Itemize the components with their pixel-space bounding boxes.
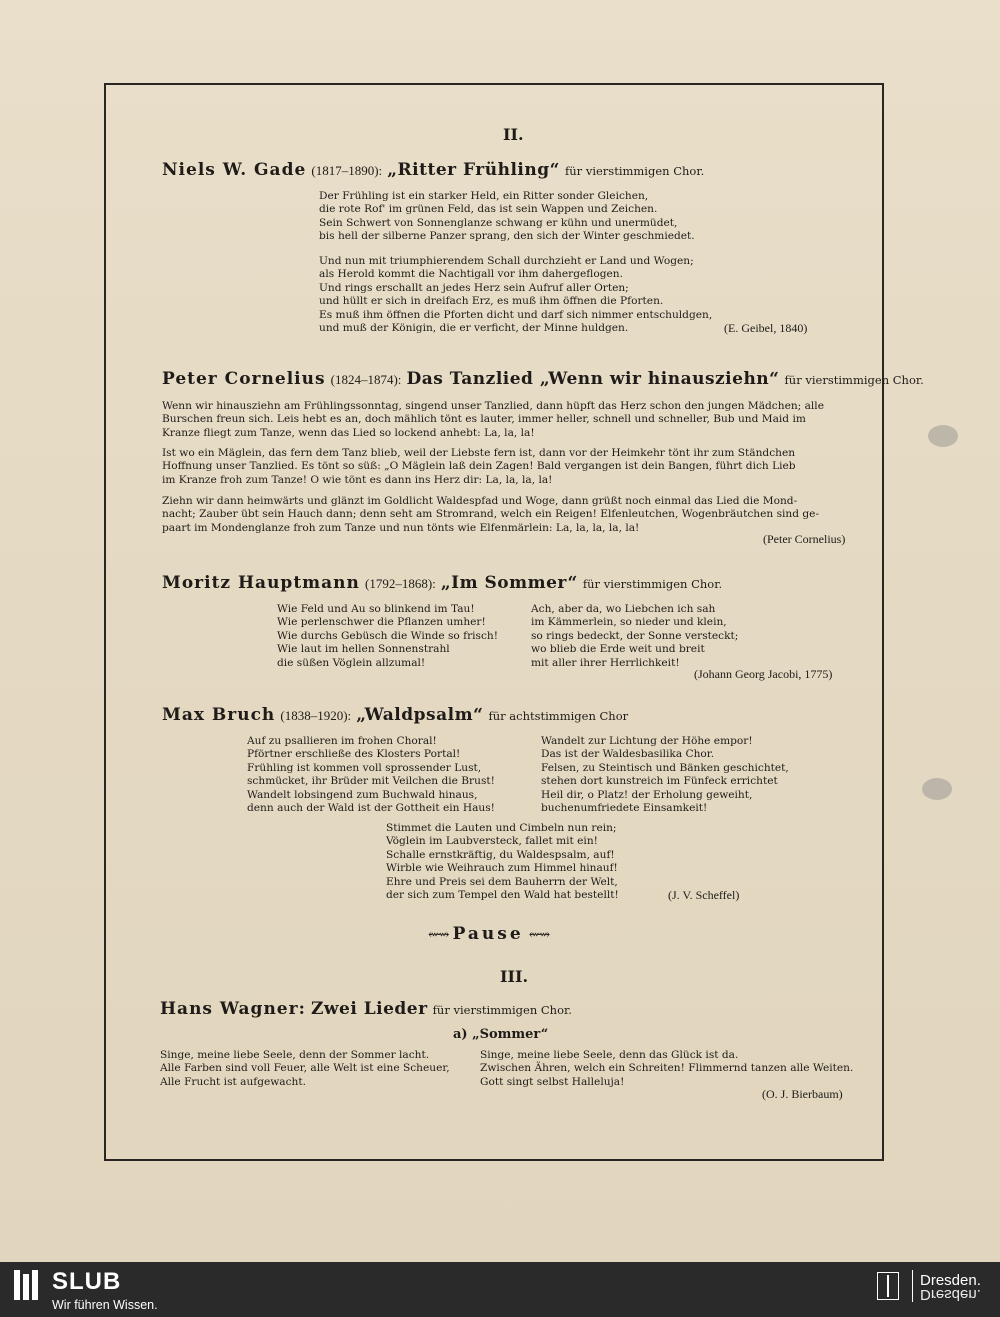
- poem-column-left: [277, 603, 498, 670]
- scoring: für vierstimmigen Chor.: [582, 577, 723, 591]
- piece-heading-cornelius: [162, 369, 924, 389]
- scoring: für vierstimmigen Chor.: [784, 373, 924, 387]
- verse-line: Felsen, zu Steintisch und Bänken geschichtet,: [541, 761, 789, 774]
- poem-verse: [319, 255, 712, 335]
- piece-heading-hauptmann: [162, 573, 722, 593]
- verse-line: Wie Feld und Au so blinkend im Tau!: [277, 603, 475, 615]
- poem-column-right: [531, 603, 738, 670]
- poet-credit: (O. J. Bierbaum): [762, 1087, 843, 1101]
- verse-line: bis hell der silberne Panzer sprang, den sich der Winter geschmiedet.: [319, 230, 695, 243]
- composer-name: Max Bruch: [162, 705, 276, 725]
- verse-line: Und nun mit triumphierendem Schall durchzieht er Land und Wogen;: [319, 255, 694, 267]
- verse-line: als Herold kommt die Nachtigall vor ihm dahergeflogen.: [319, 268, 623, 281]
- paragraph-line: Ist wo ein Mäglein, das fern dem Tanz blieb, weil der Liebste fern ist, dann vor der Heimkehr tönt ihr zum Ständchen: [162, 447, 796, 459]
- paragraph-line: Burschen freun sich. Leis hebt es an, doch mählich tönt es lauter, immer heller, schnell und schneller, Bub und Maid im: [162, 413, 806, 426]
- verse-line: Das ist der Waldesbasilika Chor.: [541, 748, 715, 761]
- composer-years: (1838–1920):: [280, 708, 352, 723]
- paragraph-line: paart im Mondenglanze froh zum Tanze und nun tönts wie Elfenmärlein: La, la, la, la, la!: [162, 521, 640, 534]
- verse-line: der sich zum Tempel den Wald hat bestellt!: [386, 889, 619, 902]
- poem-column-left: [247, 735, 495, 815]
- verse-line: Wandelt lobsingend zum Buchwald hinaus,: [247, 788, 478, 801]
- poet-credit: (Peter Cornelius): [763, 532, 846, 546]
- work-title: Zwei Lieder: [310, 999, 428, 1019]
- verse-line: Auf zu psallieren im frohen Choral!: [247, 735, 437, 747]
- prose-paragraph: [162, 447, 868, 487]
- section-numeral: III.: [500, 967, 529, 986]
- ornament-right-icon: ⇜⇝: [528, 927, 549, 943]
- prose-paragraph: [162, 400, 868, 440]
- ornament-left-icon: ⇜⇝: [428, 927, 448, 943]
- verse-line: im Kämmerlein, so nieder und klein,: [531, 616, 727, 629]
- verse-line: Alle Farben sind voll Feuer, alle Welt ist eine Scheuer,: [160, 1062, 450, 1075]
- verse-line: und hüllt er sich in dreifach Erz, es muß ihm öffnen die Pforten.: [319, 295, 664, 308]
- verse-line: Zwischen Ähren, welch ein Schreiten! Flimmernd tanzen alle Weiten.: [480, 1062, 854, 1075]
- work-title: Das Tanzlied „Wenn wir hinausziehn“: [406, 369, 780, 389]
- pause-divider: [428, 924, 548, 944]
- verse-line: Alle Frucht ist aufgewacht.: [160, 1075, 307, 1088]
- poet-credit: (Johann Georg Jacobi, 1775): [694, 667, 833, 681]
- paragraph-line: nacht; Zauber übt sein Hauch dann; denn seht am Stromrand, welch ein Reigen! Elfenleutchen, Wogenbräutchen sind ge-: [162, 508, 820, 521]
- paragraph-line: im Kranze froh zum Tanze! O wie tönt es dann ins Herz dir: La, la, la, la!: [162, 473, 553, 486]
- composer-name: Peter Cornelius: [162, 369, 326, 389]
- scoring: für vierstimmigen Chor.: [432, 1003, 572, 1017]
- work-title: „Ritter Frühling“: [387, 160, 560, 180]
- verse-line: Wandelt zur Lichtung der Höhe empor!: [541, 735, 753, 747]
- verse-line: Singe, meine liebe Seele, denn das Glück ist da.: [480, 1049, 739, 1061]
- song-subtitle: a) „Sommer“: [453, 1027, 549, 1042]
- verse-line: die süßen Vöglein allzumal!: [277, 656, 426, 669]
- verse-line: so rings bedeckt, der Sonne versteckt;: [531, 629, 739, 642]
- piece-heading-gade: [162, 160, 704, 180]
- verse-line: Pförtner erschließe des Klosters Portal!: [247, 748, 461, 761]
- section-numeral: II.: [503, 125, 524, 144]
- poem-column-right: [480, 1049, 853, 1089]
- prose-paragraph: [162, 495, 868, 535]
- verse-line: und muß der Königin, die er verficht, der Minne huldgen.: [319, 322, 629, 335]
- paragraph-line: Ziehn wir dann heimwärts und glänzt im Goldlicht Waldespfad und Woge, dann grüßt noch einmal das Lied die Mond-: [162, 495, 798, 507]
- verse-line: Schalle ernstkräftig, du Waldespsalm, auf!: [386, 848, 615, 861]
- footer-divider: [912, 1270, 913, 1302]
- verse-line: Stimmet die Lauten und Cimbeln nun rein;: [386, 822, 617, 834]
- verse-line: Heil dir, o Platz! der Erholung geweiht,: [541, 788, 753, 801]
- verse-line: Wie laut im hellen Sonnenstrahl: [277, 643, 450, 656]
- verse-line: buchenumfriedete Einsamkeit!: [541, 802, 708, 815]
- verse-line: Ehre und Preis sei dem Bauherrn der Welt,: [386, 875, 618, 888]
- scoring: für achtstimmigen Chor: [488, 709, 629, 723]
- verse-line: Wie perlenschwer die Pflanzen umher!: [277, 616, 486, 629]
- scoring: für vierstimmigen Chor.: [565, 164, 705, 178]
- brand-name: SLUB: [52, 1268, 122, 1295]
- slub-logo-icon: [14, 1270, 40, 1300]
- verse-line: Und rings erschallt an jedes Herz sein Aufruf aller Orten;: [319, 281, 629, 294]
- piece-heading-bruch: [162, 705, 628, 725]
- city-logo-reflection: Dresden.: [920, 1286, 981, 1303]
- city-logo-text: Dresden.: [920, 1272, 981, 1289]
- paper-stain: [928, 425, 958, 447]
- pause-label: Pause: [452, 924, 524, 944]
- work-title: „Waldpsalm“: [356, 705, 484, 725]
- verse-line: Vöglein im Laubversteck, fallet mit ein!: [386, 835, 598, 848]
- verse-line: denn auch der Wald ist der Gottheit ein Haus!: [247, 802, 495, 815]
- footer-bar: [0, 1262, 1000, 1317]
- composer-years: (1817–1890):: [311, 163, 383, 178]
- verse-line: Wie durchs Gebüsch die Winde so frisch!: [277, 629, 498, 642]
- verse-line: Frühling ist kommen voll sprossender Lust,: [247, 761, 482, 774]
- verse-line: Es muß ihm öffnen die Pforten dicht und darf sich nimmer entschuldgen,: [319, 308, 713, 321]
- paper-stain: [922, 778, 952, 800]
- poem-center-stanza: [386, 822, 619, 902]
- work-title: „Im Sommer“: [440, 573, 578, 593]
- paragraph-line: Wenn wir hinausziehn am Frühlingssonntag, singend unser Tanzlied, dann hüpft das Herz schon den jungen Mädchen; alle: [162, 400, 824, 412]
- piece-heading-wagner: [160, 999, 572, 1019]
- composer-years: (1824–1874):: [330, 372, 402, 387]
- verse-line: stehen dort kunstreich im Fünfeck errichtet: [541, 775, 778, 788]
- verse-line: Sein Schwert von Sonnenglanze schwang er kühn und unermüdet,: [319, 216, 678, 229]
- composer-name: Hans Wagner:: [160, 999, 306, 1019]
- paragraph-line: Kranze fliegt zum Tanze, wenn das Lied so lockend anhebt: La, la, la!: [162, 426, 535, 439]
- verse-line: die rote Rof' im grünen Feld, das ist sein Wappen und Zeichen.: [319, 203, 658, 216]
- verse-line: Ach, aber da, wo Liebchen ich sah: [531, 603, 716, 615]
- verse-line: Singe, meine liebe Seele, denn der Sommer lacht.: [160, 1049, 430, 1061]
- dresden-crest-icon: [877, 1272, 899, 1300]
- verse-line: schmücket, ihr Brüder mit Veilchen die Brust!: [247, 775, 495, 788]
- paragraph-line: Hoffnung unser Tanzlied. Es tönt so süß: „O Mäglein laß dein Zagen! Bald vergangen ist dein Bangen, führt dich Lieb: [162, 460, 796, 473]
- poet-credit: (J. V. Scheffel): [668, 888, 740, 902]
- poem-verse: [319, 190, 695, 244]
- verse-line: mit aller ihrer Herrlichkeit!: [531, 656, 680, 669]
- composer-name: Niels W. Gade: [162, 160, 307, 180]
- brand-tagline: Wir führen Wissen.: [52, 1298, 158, 1312]
- composer-name: Moritz Hauptmann: [162, 573, 360, 593]
- verse-line: Der Frühling ist ein starker Held, ein Ritter sonder Gleichen,: [319, 190, 649, 202]
- composer-years: (1792–1868):: [365, 576, 436, 591]
- verse-line: Gott singt selbst Halleluja!: [480, 1075, 625, 1088]
- poet-credit: (E. Geibel, 1840): [724, 321, 808, 335]
- verse-line: wo blieb die Erde weit und breit: [531, 643, 705, 656]
- poem-column-left: [160, 1049, 450, 1089]
- verse-line: Wirble wie Weihrauch zum Himmel hinauf!: [386, 862, 618, 875]
- poem-column-right: [541, 735, 789, 815]
